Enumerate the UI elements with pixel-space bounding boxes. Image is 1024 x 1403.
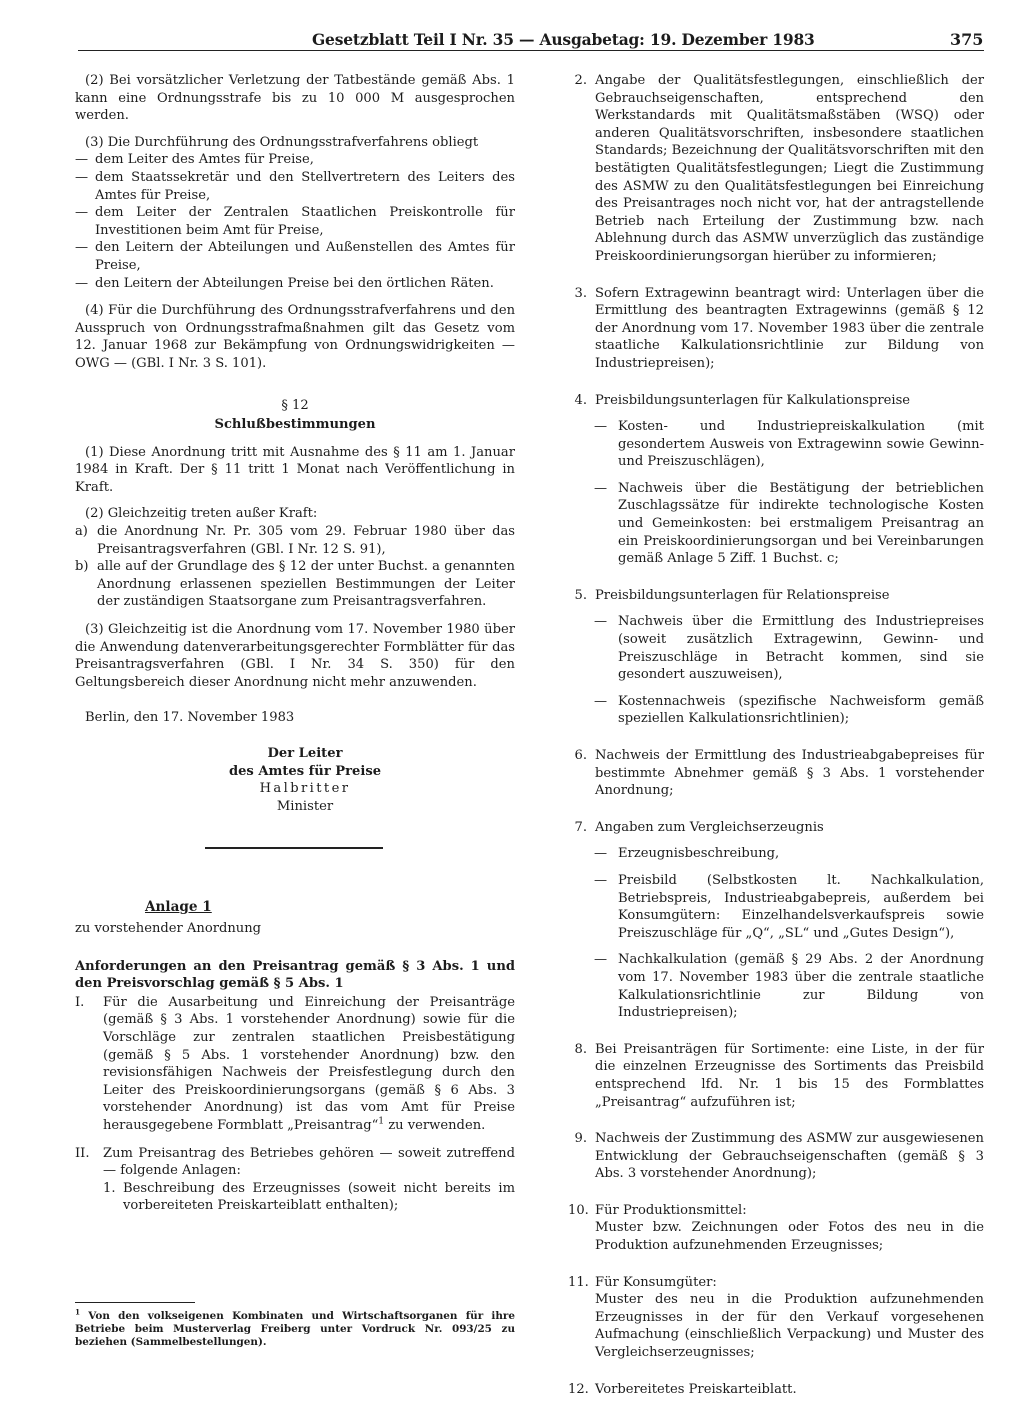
list-item: 4. Preisbildungsunterlagen für Kalkulationspreise [574,392,911,408]
list-item: b) alle auf der Grundlage des § 12 der unter Buchst. a genannten Anordnung erlassenen speziellen Bestimmungen der Leiter der zuständigen Staatsorgane zum Preisantragsverfahren. [75,559,515,610]
list-item: — Preisbild (Selbstkosten lt. Nachkalkulation, Betriebspreis, Industrieabgabepreis, außerdem bei Konsumgütern: Einzelhandelsverkaufspreis sowie Preiszuschläge für „Q“, „SL“ und „Gutes Design“), [594,872,984,941]
list-item: 10. Für Produktionsmittel: Muster bzw. Zeichnungen oder Fotos des neu in die Produktion aufzunehmenden Erzeugnisses; [568,1202,984,1254]
place-date: Berlin, den 17. November 1983 [85,710,295,726]
schluss-paragraph-3: (3) Gleichzeitig ist die Anordnung vom 17. November 1980 über die Anwendung datenverarbeitungsgerechter Formblätter für das Preisantragsverfahren (GBl. I Nr. 34 S. 350) für den Geltungsbereich dieser Anordnung nicht mehr anzuwenden. [75,622,515,690]
schluss-paragraph-1: (1) Diese Anordnung tritt mit Ausnahme des § 11 am 1. Januar 1984 in Kraft. Der § 11 tritt 1 Monat nach Veröffentlichung in Kraft. [75,444,515,495]
footnote: $^1$ Von den volkseigenen Kombinaten und Wirtschaftsorganen für ihre Betriebe beim Musterverlag Freiberg unter Vordruck Nr. 093/25 zu beziehen (Sammelbestellungen). [75,1307,515,1348]
section-divider [205,847,383,849]
list-item: — dem Staatssekretär und den Stellvertretern des Leiters des Amtes für Preise, [75,169,515,203]
list-item: — dem Leiter des Amtes für Preise, [75,152,314,168]
list-item: — Nachweis über die Bestätigung der betrieblichen Zuschlagssätze für indirekte technologische Kosten und Gemeinkosten: bei erstmaligem Preisantrag an ein Preiskoordinierungsorgan und bei Vereinbarungen gemäß Anlage 5 Ziff. 1 Buchst. c; [594,480,984,567]
list-item: — Nachweis über die Ermittlung des Industriepreises (soweit zusätzlich Extragewinn, Gewinn- und Preiszuschläge in Betracht kommen, sind sie gesondert auszuweisen), [594,614,984,683]
list-item: — den Leitern der Abteilungen Preise bei den örtlichen Räten. [75,275,494,291]
list-item: 11. Für Konsumgüter: Muster des neu in die Produktion aufzunehmenden Erzeugnisses in der für den Verkauf vorgesehenen Aufmachung (einschließlich Verpackung) und Muster des Vergleichserzeugnisses; [568,1274,984,1361]
section-number: § 12 [281,397,309,413]
anlage-title: Anlage 1 [145,899,212,916]
paragraph-3-intro: (3) Die Durchführung des Ordnungsstrafverfahrens obliegt [85,134,479,150]
list-item: 2. Angabe der Qualitätsfestlegungen, einschließlich der Gebrauchseigenschaften, entsprechend den Werkstandards mit Qualitätsmaßstäben (WSQ) oder anderen Qualitätsvorschriften, insbesondere staatlichen Standards; Bezeichnung der Qualitätsvorschriften mit den bestätigten Qualitätsfestlegungen; Liegt die Zustimmung des ASMW zu den Qualitätsfestlegungen bei Einreichung des Preisantrages noch nicht vor, hat der antragstellende Betrieb nach Erteilung der Zustimmung bzw. nach Ablehnung durch das ASMW unverzüglich das zuständige Preiskoordinierungsorgan hierüber zu informieren; [574,73,984,264]
header-rule [78,50,984,51]
page-number: 375 [950,30,984,49]
page-header [0,30,1024,54]
list-item: 7. Angaben zum Vergleichserzeugnis [574,819,824,835]
running-title: Gesetzblatt Teil I Nr. 35 — Ausgabetag: 19. Dezember 1983 [312,30,815,49]
list-item: I. Für die Ausarbeitung und Einreichung der Preisanträge (gemäß § 3 Abs. 1 vorstehender Anordnung) sowie für die Vorschläge zur zentralen staatlichen Preisbestätigung (gemäß § 5 Abs. 1 vorstehender Anordnung) bzw. den revisionsfähigen Nachweis der Preisfestlegung durch den Leiter des Preiskoordinierungsorgans (gemäß § 6 Abs. 3 vorstehender Anordnung) ist das vom Amt für Preise herausgegebene Formblatt „Preisantrag“$^1$ zu verwenden. [75,994,515,1133]
footnote-rule [75,1302,195,1303]
list-item: a) die Anordnung Nr. Pr. 305 vom 29. Februar 1980 über das Preisantragsverfahren (GBl. I Nr. 12 S. 91), [75,524,515,557]
list-item: — Erzeugnisbeschreibung, [594,846,780,862]
list-item: 5. Preisbildungsunterlagen für Relationspreise [574,587,890,603]
list-item: — den Leitern der Abteilungen und Außenstellen des Amtes für Preise, [75,240,515,273]
list-item: 6. Nachweis der Ermittlung des Industrieabgabepreises für bestimmte Abnehmer gemäß § 3 Abs. 1 vorstehender Anordnung; [574,748,984,799]
list-item: — Kosten- und Industriepreiskalkulation (mit gesondertem Ausweis von Extragewinn sowie Gewinn- und Preiszuschlägen), [594,419,984,470]
list-item: — dem Leiter der Zentralen Staatlichen Preiskontrolle für Investitionen beim Amt für Preise, [75,205,515,238]
list-item: 8. Bei Preisanträgen für Sortimente: eine Liste, in der für die einzelnen Erzeugnisse des Sortiments das Preisbild entsprechend lfd. Nr. 1 bis 15 des Formblattes „Preisantrag“ aufzuführen ist; [574,1041,984,1110]
list-item: — Kostennachweis (spezifische Nachweisform gemäß speziellen Kalkulationsrichtlinien); [594,693,984,727]
list-item: II. Zum Preisantrag des Betriebes gehören — soweit zutreffend — folgende Anlagen: [75,1145,515,1179]
left-column [75,72,515,1215]
signature-line-1: Der Leiter [267,746,343,761]
list-item: 3. Sofern Extragewinn beantragt wird: Unterlagen über die Ermittlung des beantragten Extragewinns (gemäß § 12 der Anordnung vom 17. November 1983 über die zentrale staatliche Kalkulationsrichtlinie zur Bildung von Industriepreisen); [574,285,984,371]
list-item: 12. Vorbereitetes Preiskarteiblatt. [568,1381,797,1397]
list-item: 1. Beschreibung des Erzeugnisses (soweit nicht bereits im vorbereiteten Preiskarteiblatt enthalten); [103,1180,515,1214]
footnote-reference: 1 [378,1115,385,1127]
requirements-heading: Anforderungen an den Preisantrag gemäß § 3 Abs. 1 und den Preisvorschlag gemäß § 5 Abs. 1 [75,958,515,992]
signature-line-2: des Amtes für Preise [228,763,382,779]
paragraph-4: (4) Für die Durchführung des Ordnungsstrafverfahrens und den Ausspruch von Ordnungsstrafmaßnahmen gilt das Gesetz vom 12. Januar 1968 zur Bekämpfung von Ordnungswidrigkeiten — OWG — (GBl. I Nr. 3 S. 101). [75,303,515,371]
responsibility-list [75,151,515,292]
right-column [568,72,984,1398]
signatory-role: Minister [276,798,334,814]
signature-block [75,745,515,815]
schluss-paragraph-2-intro: (2) Gleichzeitig treten außer Kraft: [85,506,318,522]
section-title: Schlußbestimmungen [214,417,376,433]
paragraph-2: (2) Bei vorsätzlicher Verletzung der Tatbestände gemäß Abs. 1 kann eine Ordnungsstrafe bis zu 10 000 M ausgesprochen werden. [75,73,515,124]
list-item: — Nachkalkulation (gemäß § 29 Abs. 2 der Anordnung vom 17. November 1983 über die zentrale staatliche Kalkulationsrichtlinie zur Bildung von Industriepreisen); [594,952,984,1021]
anlage-subtitle: zu vorstehender Anordnung [75,920,262,936]
list-item: 9. Nachweis der Zustimmung des ASMW zur ausgewiesenen Entwicklung der Gebrauchseigenschaften (gemäß § 3 Abs. 3 vorstehender Anordnung); [574,1131,984,1182]
signatory-name: Halbritter [259,781,351,797]
